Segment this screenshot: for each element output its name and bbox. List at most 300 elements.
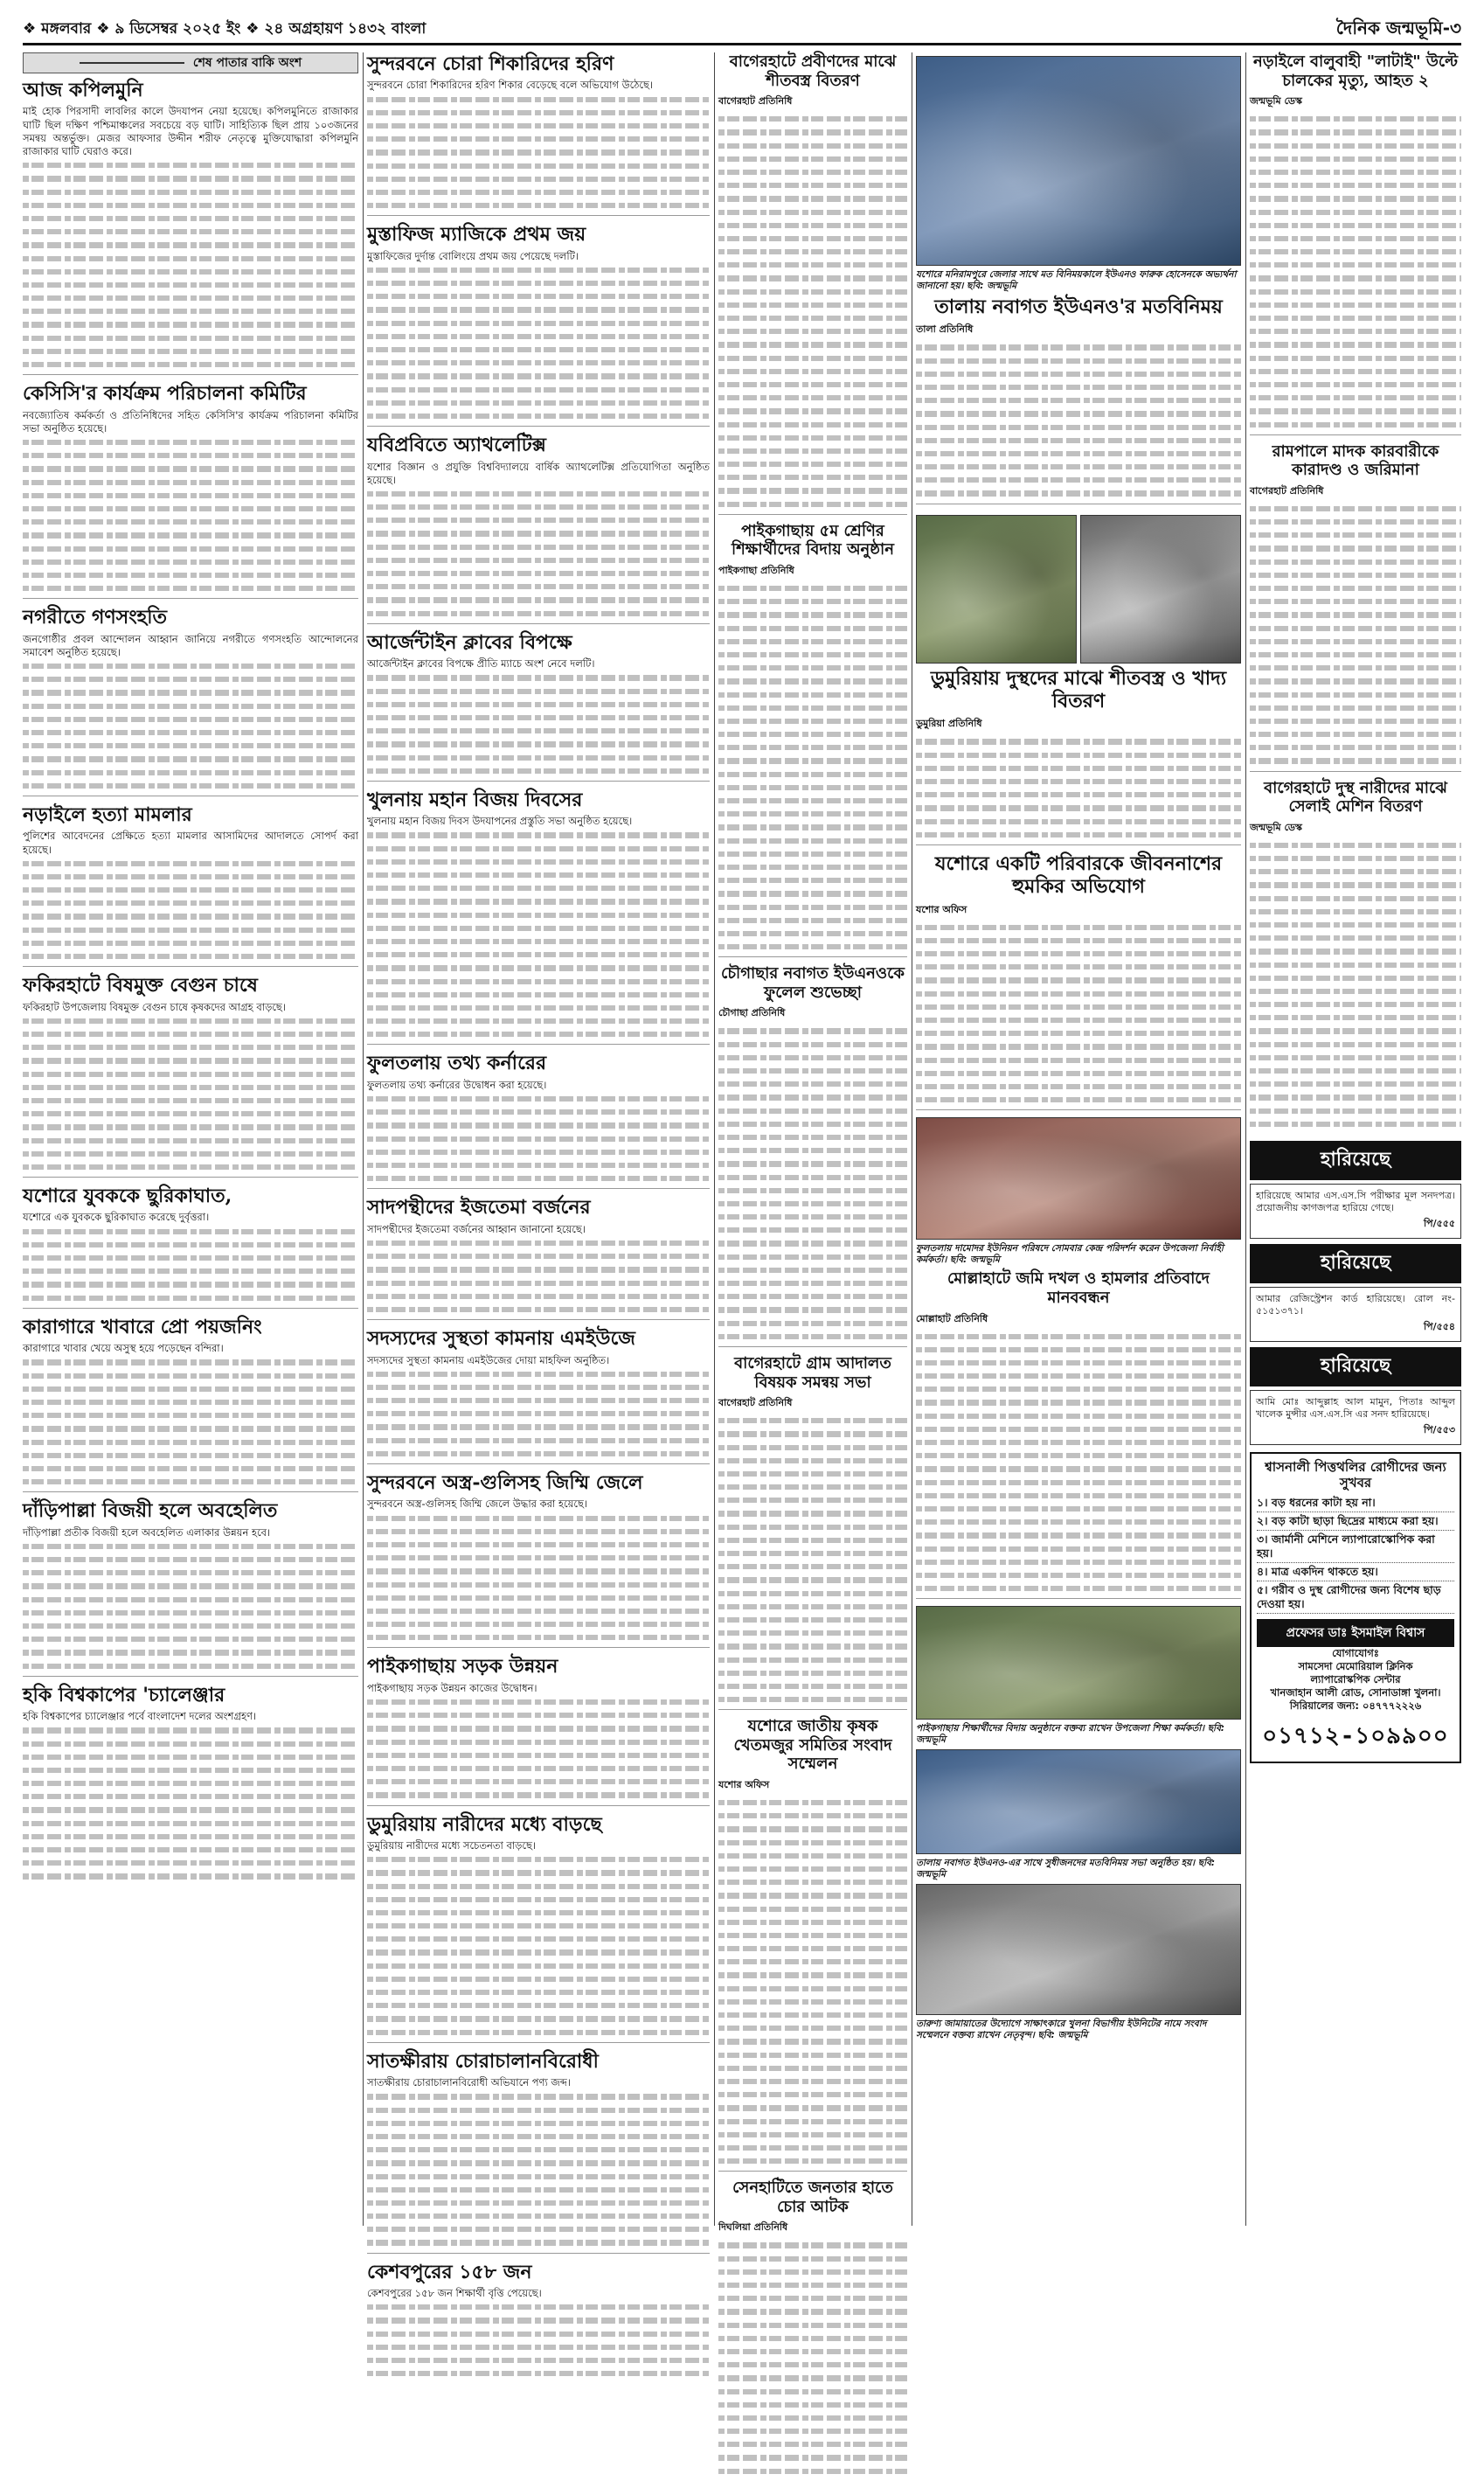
text-line (916, 788, 1241, 801)
text-line (1250, 727, 1461, 740)
text-line (23, 1134, 358, 1147)
text-line (23, 1803, 358, 1816)
story-headline: আজ কপিলমুনি (23, 79, 143, 101)
text-line (718, 1064, 907, 1077)
text-line (367, 685, 710, 698)
story (367, 2050, 710, 2254)
story (367, 1655, 710, 1805)
story-body (718, 1796, 907, 2167)
text-line (718, 714, 907, 727)
story-headline: সেনহাটিতে জনতার হাতে চোর আটক (732, 2179, 893, 2216)
text-line (718, 191, 907, 205)
text-line (916, 1462, 1241, 1475)
text-line (718, 594, 907, 608)
news-photo (916, 56, 1241, 266)
text-line (718, 807, 907, 820)
text-line (916, 407, 1241, 420)
text-line (718, 1250, 907, 1263)
text-line (718, 768, 907, 781)
text-line (718, 1197, 907, 1210)
text-line (1250, 418, 1461, 431)
story-byline: যশোর অফিস (718, 1779, 770, 1791)
text-line (916, 1000, 1241, 1013)
text-line (718, 404, 907, 417)
story (718, 522, 907, 957)
story-body (23, 1342, 358, 1488)
text-line (718, 1968, 907, 1981)
text-line (23, 1014, 358, 1027)
text-line (1250, 232, 1461, 245)
text-line (916, 947, 1241, 960)
story-text: কেশবপুরের ১৫৮ জন শিক্ষার্থী বৃত্তি পেয়েছে। (367, 2287, 542, 2300)
text-line (718, 1223, 907, 1236)
text-line (1250, 298, 1461, 311)
text-line (916, 1568, 1241, 1581)
text-line (718, 1303, 907, 1316)
text-line (718, 1038, 907, 1051)
text-line (916, 367, 1241, 380)
text-line (718, 834, 907, 847)
text-line (23, 672, 358, 685)
text-line (367, 1748, 710, 1762)
text-line (718, 298, 907, 311)
text-line (1250, 1090, 1461, 1103)
text-line (367, 1420, 710, 1433)
text-line (718, 444, 907, 457)
story (23, 1499, 358, 1676)
text-line (367, 1708, 710, 1721)
text-line (367, 1001, 710, 1014)
text-line (23, 896, 358, 909)
text-line (718, 688, 907, 701)
text-line (916, 1053, 1241, 1067)
photo-caption: ফুলতলায় দামোদর ইউনিয়ন পরিষদে সোমবার কেন্দ্র পরিদর্শন করেন উপজেলা নির্বাহী কর্মকর্তা। ছবি: জন্মভূমি (916, 1243, 1224, 1266)
text-line (718, 1836, 907, 1849)
story (1250, 52, 1461, 435)
story-body (23, 830, 358, 963)
text-line (367, 764, 710, 777)
text-line (718, 1480, 907, 1493)
ad-clinic-sub: ল্যাপারোস্কপিক সেন্টার (1310, 1672, 1401, 1685)
ad-serial: সিরিয়ালের জন্য: ০৪৭৭৭২২২৬ (1289, 1699, 1422, 1712)
text-line (718, 2291, 907, 2304)
text-line (23, 1067, 358, 1081)
text-line (718, 1796, 907, 1809)
story-byline: জন্মভূমি ডেস্ক (1250, 95, 1302, 108)
text-line (1250, 219, 1461, 232)
text-line (367, 119, 710, 132)
story-text: কারাগারে খাবার খেয়ে অসুস্থ হয়ে পড়েছেন বন্দিরা। (23, 1342, 224, 1355)
text-line (23, 171, 358, 184)
text-line (23, 726, 358, 739)
story-body (23, 1001, 358, 1173)
text-line (718, 205, 907, 219)
text-line (367, 1525, 710, 1538)
story-body (367, 815, 710, 1040)
news-photo (916, 515, 1077, 664)
text-line (718, 271, 907, 284)
text-line (367, 1014, 710, 1027)
text-line (23, 1830, 358, 1843)
story-body (367, 1498, 710, 1644)
photo-caption: তালায় নবাগত ইউএনও-এর সাথে সুধীজনদের মতবিনিময় সভা অনুষ্ঠিত হয়। ছবি: জন্মভূমি (916, 1858, 1216, 1880)
ad-item: ২। বড় কাটা ছাড়া ছিদ্রের মাধ্যমে করা হয়। (1257, 1512, 1454, 1531)
ad-contact-label: যোগাযোগঃ (1332, 1646, 1379, 1659)
text-line (916, 1528, 1241, 1541)
text-line (1250, 165, 1461, 178)
story-text: সাতক্ষীরায় চোরাচালানবিরোধী অভিযানে পণ্য জব্দ। (367, 2076, 571, 2089)
text-line (367, 908, 710, 921)
story (916, 295, 1241, 504)
text-line (23, 1619, 358, 1632)
story-byline: দিঘলিয়া প্রতিনিধি (718, 2221, 788, 2234)
text-line (718, 648, 907, 661)
text-line (367, 1249, 710, 1262)
text-line (718, 1427, 907, 1440)
story (916, 852, 1241, 1110)
story (23, 606, 358, 796)
text-line (23, 1750, 358, 1763)
text-line (23, 238, 358, 251)
text-line (23, 779, 358, 792)
text-line (23, 1225, 358, 1238)
text-line (23, 1107, 358, 1120)
text-line (718, 1653, 907, 1666)
text-line (367, 1735, 710, 1748)
text-line (367, 145, 710, 158)
text-line (367, 2340, 710, 2353)
ad-item: ১। বড় ধরনের কাটা হয় না। (1257, 1494, 1454, 1512)
story-text: জনগোষ্ঠীর প্রবল আন্দোলন আহ্বান জানিয়ে নগরীতে গণসংহতি আন্দোলনের সমাবেশ অনুষ্ঠিত হয়েছে। (23, 632, 358, 658)
text-line (1250, 205, 1461, 219)
text-line (23, 1539, 358, 1553)
text-line (718, 258, 907, 271)
text-line (916, 447, 1241, 460)
text-line (367, 553, 710, 566)
story-headline: যশোরে জাতীয় কৃষক খেতমজুর সমিতির সংবাদ সম্মেলন (733, 1717, 892, 1774)
story-headline: সাতক্ষীরায় চোরাচালানবিরোধী (367, 2049, 599, 2073)
text-line (367, 1604, 710, 1617)
text-line (1250, 931, 1461, 944)
text-line (367, 1972, 710, 1985)
photo-pair (916, 511, 1241, 667)
story-body (1250, 502, 1461, 768)
text-line (1250, 337, 1461, 351)
text-line (916, 1039, 1241, 1053)
text-line (916, 340, 1241, 353)
text-line (1250, 622, 1461, 635)
text-line (1250, 984, 1461, 997)
text-line (1250, 1051, 1461, 1064)
text-line (23, 1606, 358, 1619)
text-line (367, 513, 710, 526)
story (1250, 779, 1461, 1134)
text-line (23, 502, 358, 515)
text-line (367, 289, 710, 302)
story-headline: কেসিসি'র কার্যক্রম পরিচালনা কমিটির (23, 382, 307, 406)
text-line (367, 593, 710, 606)
text-line (718, 2358, 907, 2371)
text-line (367, 1762, 710, 1775)
text-line (916, 1555, 1241, 1568)
text-line (23, 291, 358, 304)
text-line (718, 1560, 907, 1573)
story-body (367, 1354, 710, 1461)
story (367, 434, 710, 624)
text-line (1250, 851, 1461, 865)
text-line (1250, 515, 1461, 528)
text-line (367, 1617, 710, 1630)
text-line (916, 734, 1241, 747)
story-text: খুলনায় মহান বিজয় দিবস উদযাপনের প্রস্তুতি সভা অনুষ্ঠিত হয়েছে। (367, 815, 633, 828)
news-photo (1080, 515, 1241, 664)
text-line (23, 1421, 358, 1435)
text-line (916, 434, 1241, 447)
text-line (718, 1573, 907, 1586)
text-line (367, 1512, 710, 1525)
story-headline: চৌগাছার নবাগত ইউএনওকে ফুলেল শুভেচ্ছা (721, 964, 905, 1002)
text-line (23, 331, 358, 344)
text-line (1250, 958, 1461, 971)
text-line (23, 870, 358, 883)
story (367, 2261, 710, 2384)
text-line (23, 883, 358, 896)
text-line (1250, 391, 1461, 404)
story-body (718, 1024, 907, 1343)
clinic-advertisement (1250, 1452, 1461, 1763)
story-text: পাইকগাছায় সড়ক উন্নয়ন কাজের উদ্বোধন। (367, 1681, 537, 1694)
text-line (23, 1291, 358, 1304)
text-line (367, 1158, 710, 1171)
text-line (367, 842, 710, 855)
story (1250, 442, 1461, 772)
text-line (367, 198, 710, 212)
story-headline: তালায় নবাগত ইউএনও'র মতবিনিময় (934, 295, 1223, 318)
text-line (23, 936, 358, 949)
story-byline: চৌগাছা প্রতিনিধি (718, 1007, 786, 1019)
text-line (718, 2464, 907, 2478)
text-line (1250, 311, 1461, 324)
text-line (718, 740, 907, 754)
story-headline: পাইকগাছায় সড়ক উন্নয়ন (367, 1655, 558, 1678)
text-line (367, 330, 710, 343)
text-line (916, 1435, 1241, 1449)
text-line (718, 2238, 907, 2251)
text-line (916, 354, 1241, 367)
text-line (367, 2026, 710, 2039)
text-line (23, 1856, 358, 1869)
text-line (718, 2128, 907, 2141)
story-body (23, 1211, 358, 1303)
story (367, 223, 710, 427)
text-line (367, 1630, 710, 1644)
text-line (718, 1289, 907, 1303)
text-line (718, 1184, 907, 1197)
text-line (367, 855, 710, 868)
text-line (23, 1817, 358, 1830)
text-line (23, 923, 358, 936)
text-line (916, 1369, 1241, 1382)
text-line (1250, 258, 1461, 271)
text-line (367, 2116, 710, 2130)
photo-caption: যশোরে মনিরামপুরে জেলার সাথে মত বিনিময়কালে ইউএনও ফারুক হোসেনকে অভ্যর্থনা জানানো হয়। ছবি: জন্মভূমি (916, 269, 1237, 291)
story-headline: সাদপন্থীদের ইজতেমা বর্জনের (367, 1196, 591, 1220)
text-line (718, 1520, 907, 1533)
story-headline: রামপালে মাদক কারবারীকে কারাদণ্ড ও জরিমানা (1272, 441, 1439, 480)
text-line (367, 1906, 710, 1919)
text-line (1250, 1117, 1461, 1130)
news-photo (916, 1749, 1241, 1854)
text-line (23, 1382, 358, 1395)
text-line (718, 1626, 907, 1639)
text-line (718, 1915, 907, 1929)
text-line (23, 317, 358, 330)
text-line (367, 487, 710, 500)
text-line (367, 1788, 710, 1801)
text-line (718, 1955, 907, 1968)
text-line (1250, 635, 1461, 648)
story-headline: নড়াইলে বালুবাহী "লাটাই" উল্টে চালকের মৃত্যু, আহত ২ (1252, 52, 1459, 90)
text-line (916, 973, 1241, 986)
story (367, 1327, 710, 1464)
text-line (718, 1467, 907, 1480)
text-line (367, 2222, 710, 2235)
text-line (367, 1880, 710, 1893)
story-body (23, 633, 358, 792)
text-line (718, 165, 907, 178)
photo-caption: তারুণ্য জামায়াতের উদ্যোগে সাক্ষাৎকারে খুলনা বিভাগীয় ইউনিটের নামে সংবাদ সম্মেলনে বক্তব্য রাখেন নেতৃবৃন্দ। ছবি: জন্মভূমি (916, 2019, 1207, 2041)
text-line (367, 2183, 710, 2196)
story-headline: নড়াইলে হত্যা মামলার (23, 803, 192, 826)
text-line (23, 1869, 358, 1882)
text-line (718, 1157, 907, 1170)
text-line (718, 1171, 907, 1184)
story-text: পুলিশের আবেদনের প্রেক্ষিতে হত্যা মামলার আসামিদের আদালতে সোপর্দ করা হয়েছে। (23, 830, 358, 856)
column-e-stories (1250, 52, 1461, 1134)
text-line (718, 1317, 907, 1330)
text-line (916, 380, 1241, 393)
text-line (23, 1566, 358, 1579)
text-line (1250, 125, 1461, 138)
story-body (367, 1839, 710, 2039)
text-line (1250, 944, 1461, 957)
text-line (916, 934, 1241, 947)
text-line (367, 409, 710, 422)
text-line (23, 1579, 358, 1592)
text-line (916, 748, 1241, 761)
text-line (1250, 688, 1461, 701)
text-line (718, 431, 907, 444)
text-line (718, 608, 907, 621)
text-line (367, 1393, 710, 1407)
text-line (23, 685, 358, 698)
text-line (718, 1875, 907, 1888)
text-line (23, 1355, 358, 1368)
text-line (1250, 1038, 1461, 1051)
text-line (23, 198, 358, 212)
text-line (718, 365, 907, 378)
text-line (367, 159, 710, 172)
text-line (718, 2345, 907, 2358)
story-body (718, 1414, 907, 1706)
text-line (1250, 324, 1461, 337)
text-line (916, 828, 1241, 841)
story (718, 2179, 907, 2481)
text-line (1250, 191, 1461, 205)
text-line (23, 1277, 358, 1290)
text-line (718, 324, 907, 337)
text-line (916, 1395, 1241, 1408)
text-line (367, 1932, 710, 1945)
text-line (23, 225, 358, 238)
text-line (23, 528, 358, 541)
text-line (1250, 892, 1461, 905)
text-line (718, 2252, 907, 2265)
text-line (367, 828, 710, 841)
text-line (718, 1888, 907, 1901)
text-line (718, 1849, 907, 1862)
text-line (718, 940, 907, 953)
text-line (367, 1407, 710, 1420)
dateline: ❖ মঙ্গলবার ❖ ৯ ডিসেম্বর ২০২৫ ইং ❖ ২৪ অগ্রহায়ণ ১৪৩২ বাংলা (23, 20, 426, 38)
text-line (718, 2265, 907, 2278)
text-line (367, 2209, 710, 2222)
story-body (367, 1223, 710, 1316)
text-line (718, 1533, 907, 1546)
text-line (367, 698, 710, 711)
text-line (718, 1692, 907, 1706)
text-line (718, 847, 907, 860)
text-line (718, 754, 907, 767)
text-line (367, 2170, 710, 2183)
text-line (23, 1040, 358, 1053)
text-line (23, 699, 358, 712)
text-line (1250, 608, 1461, 621)
text-line (718, 2371, 907, 2384)
lost-notice-text: আমি মোঃ আব্দুল্লাহ আল মামুন, পিতাঃ আব্দুল খালেক মুন্সীর এস.এস.সি এর সনদ হারিয়েছে। (1256, 1395, 1455, 1420)
text-line (718, 1929, 907, 1942)
story (718, 52, 907, 515)
text-line (23, 1081, 358, 1094)
text-line (718, 1679, 907, 1692)
text-line (367, 868, 710, 881)
text-line (916, 1343, 1241, 1356)
news-photo (916, 1606, 1241, 1720)
text-line (23, 1120, 358, 1133)
text-line (367, 172, 710, 185)
text-line (1250, 152, 1461, 165)
text-line (367, 356, 710, 369)
text-line (718, 1600, 907, 1613)
story-byline: মোল্লাহাট প্রতিনিধি (916, 1312, 988, 1324)
story-headline: মোল্লাহাটে জমি দখল ও হামলার প্রতিবাদে মানববন্ধন (947, 1269, 1210, 1307)
story-headline: বাগেরহাটে প্রবীণদের মাঝে শীতবস্ত্র বিতরণ (729, 52, 897, 90)
text-line (1250, 178, 1461, 191)
story-body (916, 921, 1241, 1107)
text-line (1250, 865, 1461, 878)
text-line (718, 178, 907, 191)
text-line (367, 93, 710, 106)
text-line (367, 316, 710, 330)
text-line (916, 1476, 1241, 1489)
text-line (718, 2450, 907, 2464)
text-line (23, 212, 358, 225)
text-line (718, 2154, 907, 2167)
text-line (718, 2115, 907, 2128)
story-byline: যশোর অফিস (916, 903, 967, 915)
text-line (718, 1210, 907, 1223)
text-line (718, 1276, 907, 1289)
